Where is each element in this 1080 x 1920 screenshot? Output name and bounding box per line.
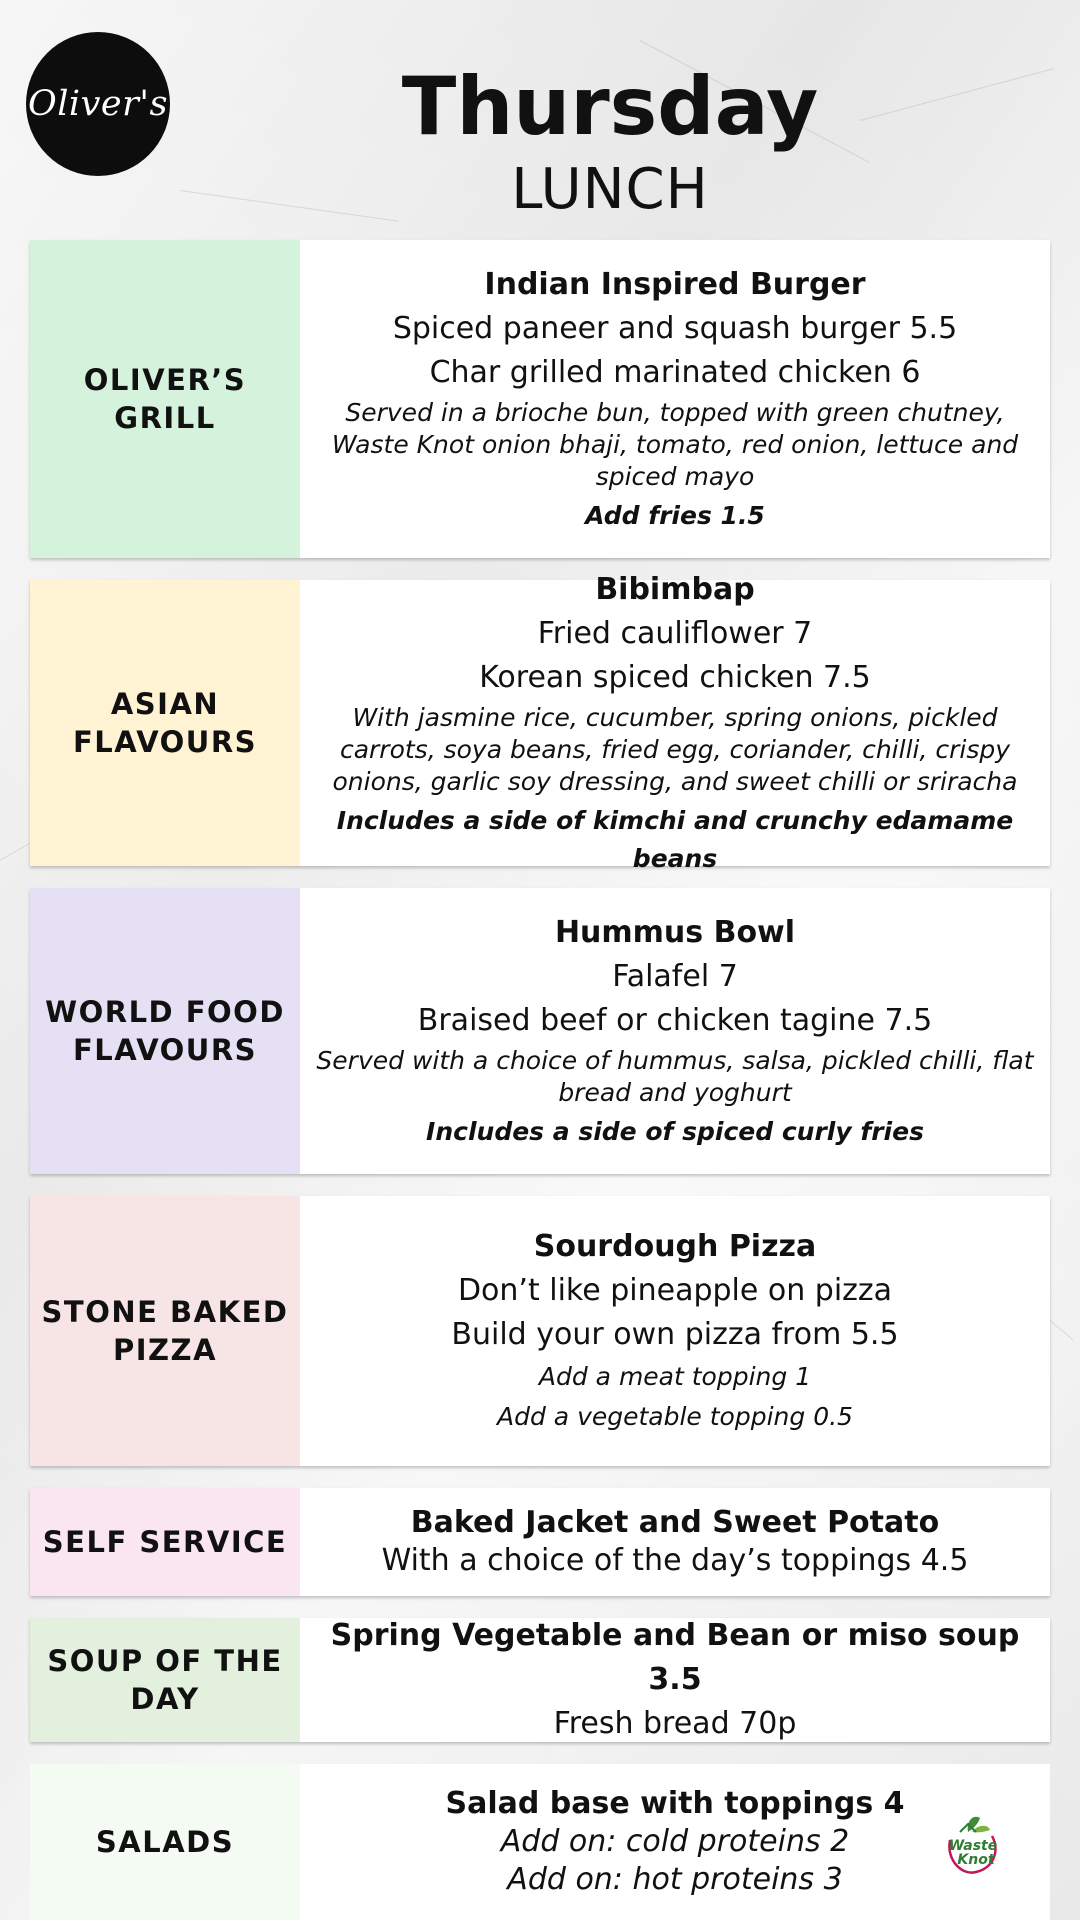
dish-description: Served in a brioche bun, topped with green chutney, Waste Knot onion bhaji, tomato, red onion, lettuce and spiced mayo: [331, 398, 1019, 491]
svg-text:Waste: Waste: [948, 1838, 998, 1854]
section-content: [300, 1196, 1050, 1466]
section-label: ASIAN FLAVOURS: [30, 580, 300, 866]
section-label: SOUP OF THE DAY: [30, 1618, 300, 1742]
dish-title: Sourdough Pizza: [533, 1229, 817, 1264]
dish-description: Served with a choice of hummus, salsa, pickled chilli, flat bread and yoghurt: [316, 1046, 1034, 1107]
section-stone-baked-pizza: [30, 1196, 1050, 1466]
addon-line: Add a vegetable topping 0.5: [497, 1402, 853, 1431]
dish-title: Salad base with toppings 4: [445, 1786, 905, 1821]
section-label: OLIVER’S GRILL: [30, 240, 300, 558]
page-title: Thursday: [401, 60, 819, 153]
menu-option: Char grilled marinated chicken 6: [429, 355, 921, 390]
menu-option: With a choice of the day’s toppings 4.5: [381, 1543, 969, 1578]
dish-title: Bibimbap: [595, 572, 755, 607]
page-subtitle: LUNCH: [511, 157, 709, 222]
dish-title: Indian Inspired Burger: [484, 267, 866, 302]
section-asian-flavours: [30, 572, 1050, 873]
section-label: WORLD FOOD FLAVOURS: [30, 888, 300, 1174]
dish-extra: Includes a side of spiced curly fries: [426, 1117, 924, 1146]
section-label: SALADS: [30, 1764, 300, 1920]
dish-title: Baked Jacket and Sweet Potato: [410, 1505, 940, 1540]
section-content: [300, 1488, 1050, 1596]
section-label: SELF SERVICE: [30, 1488, 300, 1596]
section-content: [300, 240, 1050, 558]
section-label: STONE BAKED PIZZA: [30, 1196, 300, 1466]
dish-title: Hummus Bowl: [554, 915, 796, 950]
dish-extra: Includes a side of kimchi and crunchy edamame beans: [336, 806, 1014, 873]
section-content: [300, 888, 1050, 1174]
waste-knot-logo-icon: [938, 1810, 1008, 1880]
section-self-service: [30, 1488, 1050, 1596]
menu-option: Falafel 7: [612, 959, 738, 994]
addon-line: Add on: hot proteins 3: [507, 1862, 843, 1897]
menu-option: Don’t like pineapple on pizza: [457, 1273, 893, 1308]
menu-option: Fresh bread 70p: [553, 1706, 797, 1741]
olivers-logo: Oliver's: [26, 32, 170, 176]
dish-description: With jasmine rice, cucumber, spring onions, pickled carrots, soya beans, fried egg, coriander, chilli, crispy onions, garlic soy dressing, and sweet chilli or sriracha: [332, 703, 1018, 796]
menu-option: Braised beef or chicken tagine 7.5: [417, 1003, 933, 1038]
section-olivers-grill: [30, 240, 1050, 558]
menu-option: Korean spiced chicken 7.5: [479, 660, 871, 695]
svg-text:Knot: Knot: [957, 1852, 995, 1868]
menu-option: Build your own pizza from 5.5: [451, 1317, 899, 1352]
section-salads: [30, 1764, 1050, 1920]
menu-option: Fried cauliflower 7: [537, 616, 813, 651]
section-content: [300, 1618, 1050, 1742]
section-content: [300, 1764, 1050, 1920]
menu-option: Spiced paneer and squash burger 5.5: [392, 311, 958, 346]
dish-extra: Add fries 1.5: [585, 501, 765, 530]
addon-line: Add on: cold proteins 2: [500, 1824, 850, 1859]
addon-line: Add a meat topping 1: [538, 1362, 812, 1391]
section-content: [300, 572, 1050, 873]
dish-title: Spring Vegetable and Bean or miso soup 3.5: [330, 1618, 1020, 1697]
section-world-food-flavours: [30, 888, 1050, 1174]
section-soup-of-the-day: [30, 1618, 1050, 1742]
